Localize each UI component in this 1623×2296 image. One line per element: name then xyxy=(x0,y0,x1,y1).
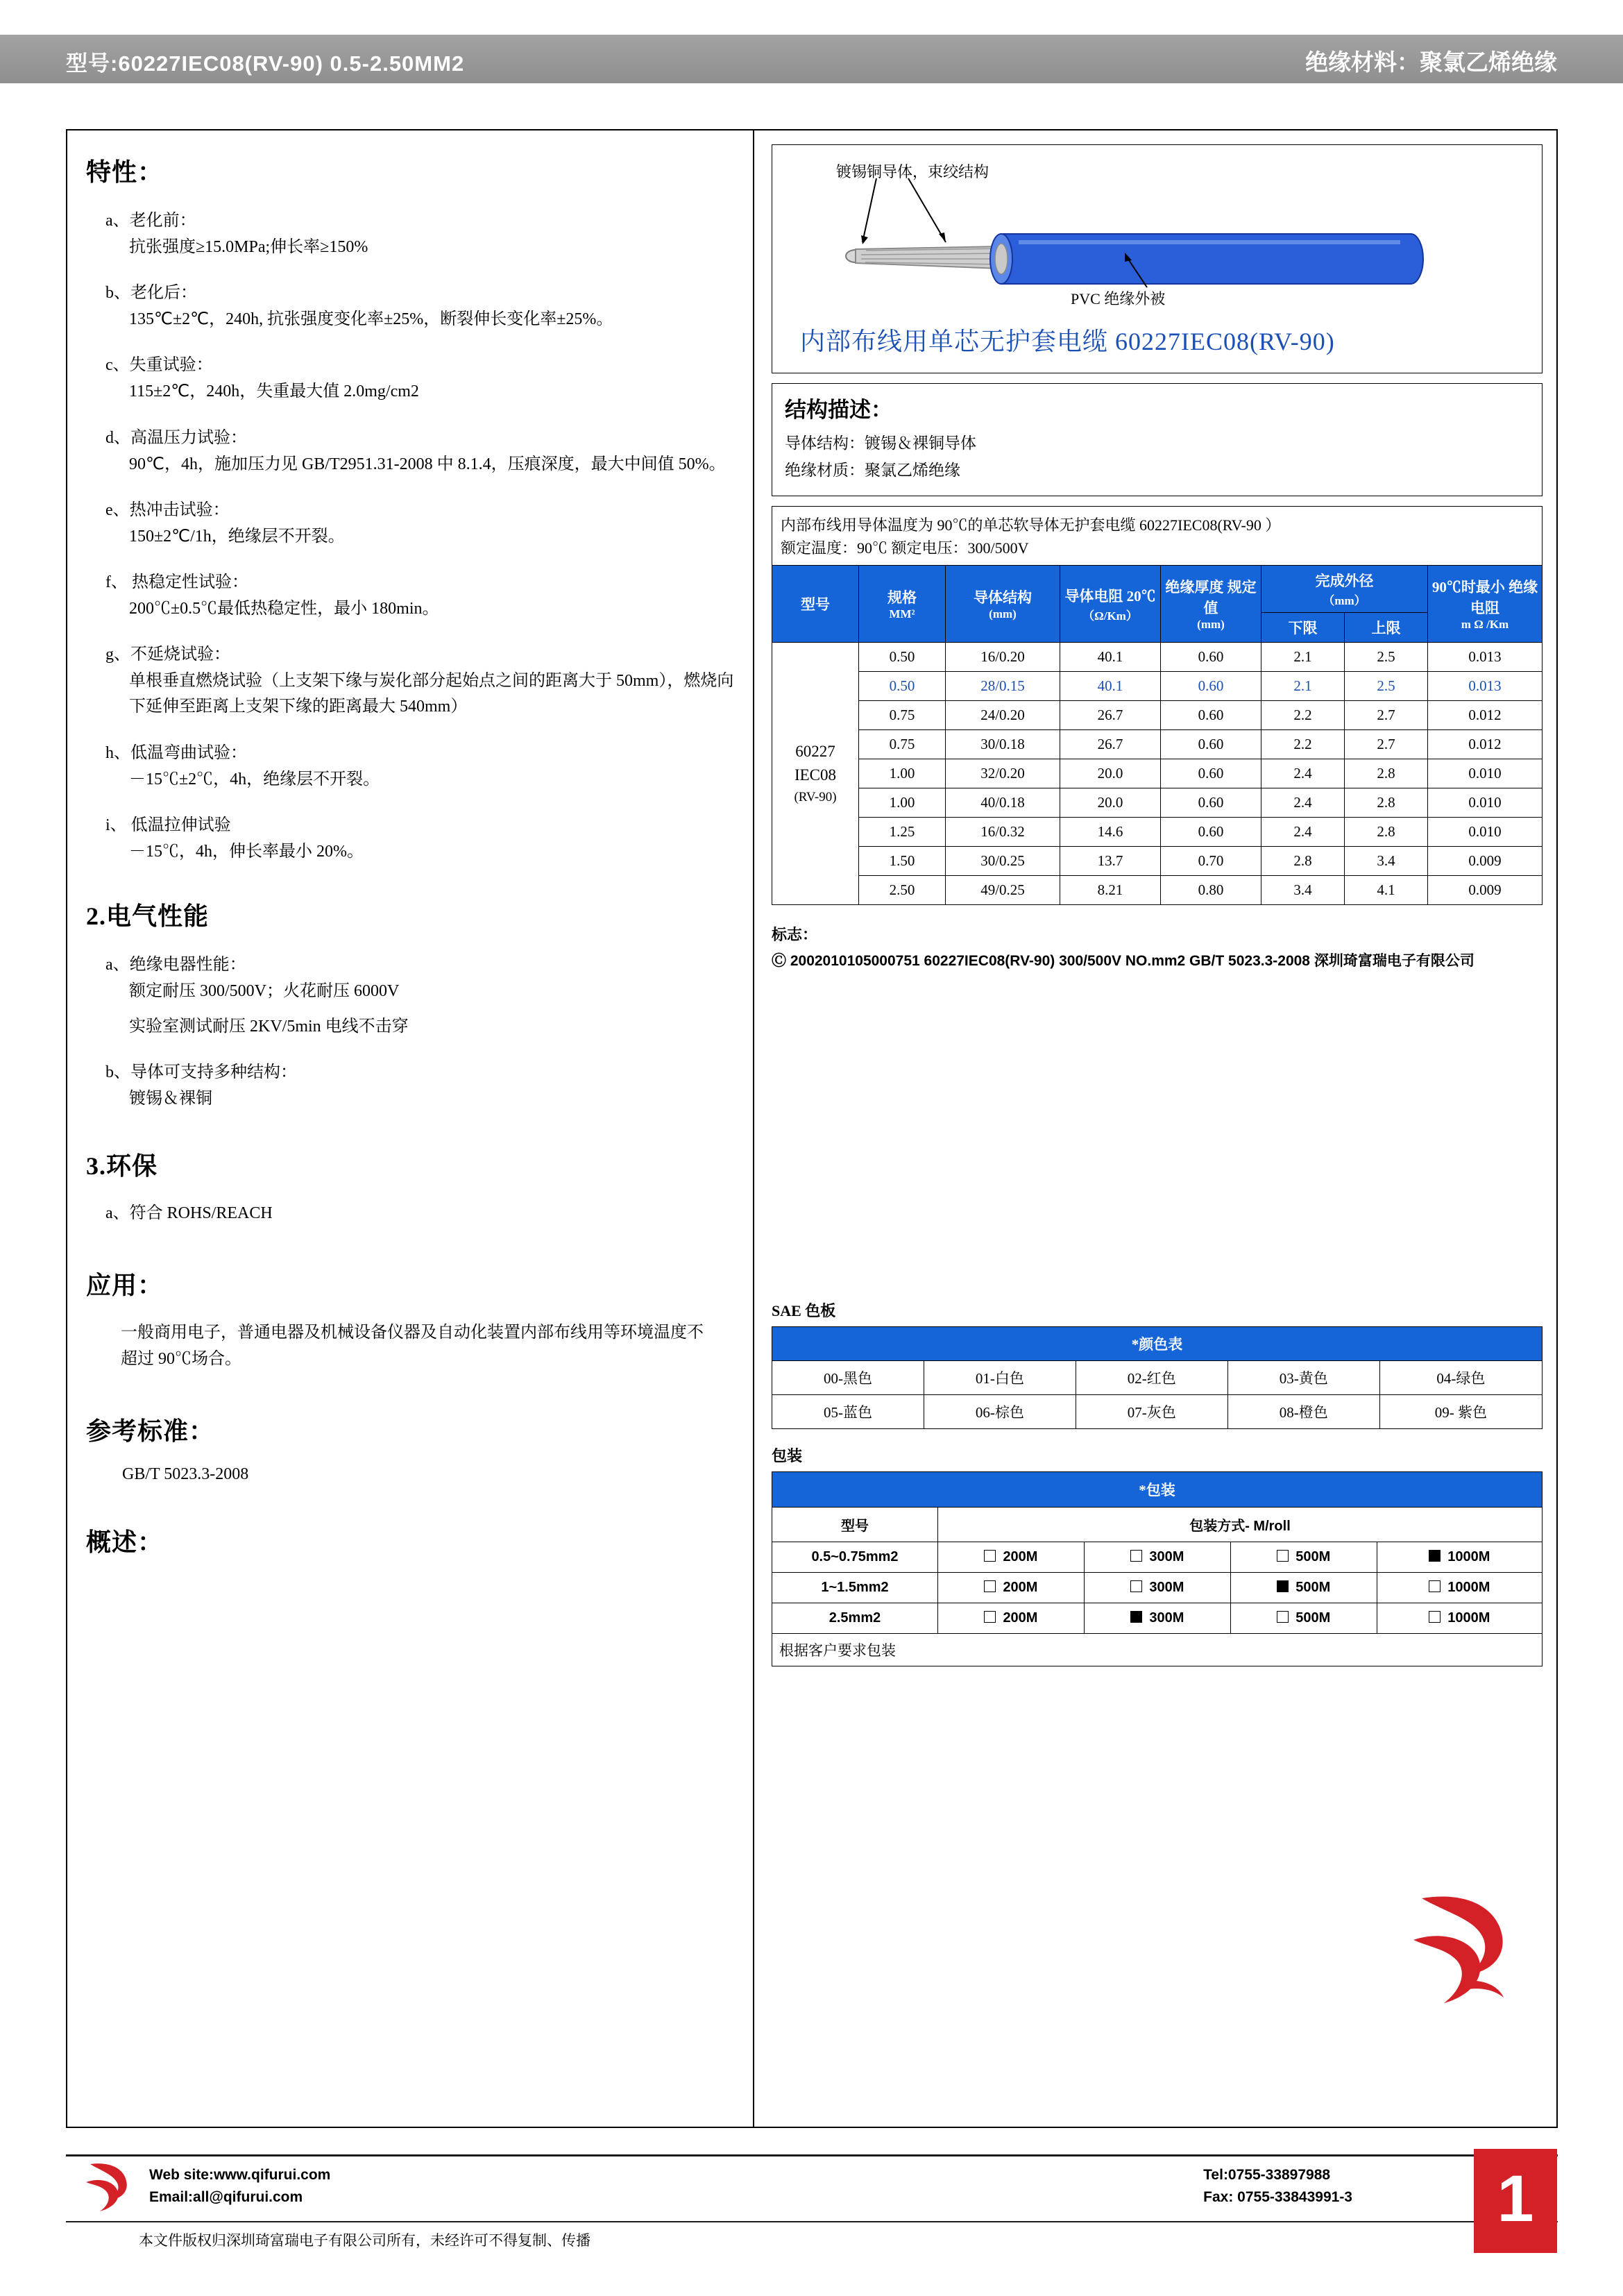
cell-resistance: 40.1 xyxy=(1060,672,1161,701)
cable-jacket-label: PVC 绝缘外被 xyxy=(1071,290,1166,307)
column-divider xyxy=(753,129,754,2128)
feature-item xyxy=(86,568,736,622)
feature-text: 单根垂直燃烧试验（上支架下缘与炭化部分起始点之间的距离大于 50mm），燃烧向下延伸至距离上支架下缘的距离最大 540mm） xyxy=(129,672,734,716)
feature-item xyxy=(86,738,736,793)
description-line-1: 内部布线用导体温度为 90℃的单芯软导体无护套电缆 60227IEC08(RV-90 ） xyxy=(781,516,1281,534)
cable-diagram-box xyxy=(772,144,1543,373)
footer-tel: Tel:0755-33897988 xyxy=(1203,2167,1331,2183)
packaging-table xyxy=(772,1471,1543,1634)
packaging-option[interactable] xyxy=(938,1542,1085,1572)
table-row xyxy=(772,701,1543,730)
table-row xyxy=(772,818,1543,847)
header-model-title: 型号:60227IEC08(RV-90) 0.5-2.50MM2 xyxy=(66,51,465,76)
structure-row: 绝缘材质：聚氯乙烯绝缘 xyxy=(785,462,960,479)
cell-resistance: 40.1 xyxy=(1060,643,1161,672)
checkbox-icon[interactable] xyxy=(1277,1611,1289,1623)
checkbox-icon[interactable] xyxy=(984,1611,996,1623)
specification-table xyxy=(772,565,1543,905)
checkbox-icon[interactable] xyxy=(984,1550,996,1562)
footer-email[interactable]: Email:all@qifurui.com xyxy=(149,2188,303,2205)
cell-resistance: 20.0 xyxy=(1060,759,1161,788)
packaging-option[interactable] xyxy=(1230,1572,1377,1603)
company-logo-footer xyxy=(76,2157,139,2213)
feature-item xyxy=(86,640,736,720)
electrical-title: 2.电气性能 xyxy=(86,902,210,930)
packaging-model: 0.5~0.75mm2 xyxy=(772,1542,938,1572)
color-cell: 05-蓝色 xyxy=(772,1394,924,1428)
th-outer-min: 下限 xyxy=(1261,613,1345,643)
th-resistance xyxy=(1060,566,1161,643)
cell-conductor: 16/0.32 xyxy=(946,818,1060,847)
cell-thickness: 0.60 xyxy=(1161,730,1261,759)
structure-title: 结构描述： xyxy=(785,398,892,422)
cell-outer-max: 2.7 xyxy=(1345,701,1428,730)
description-box xyxy=(772,506,1543,565)
packaging-option-label: 300M xyxy=(1149,1610,1184,1626)
color-cell: 07-灰色 xyxy=(1076,1394,1227,1428)
th-resistance-main: 导体电阻 20℃ xyxy=(1064,587,1156,605)
packaging-option-label: 1000M xyxy=(1447,1579,1490,1595)
packaging-option-label: 500M xyxy=(1295,1548,1331,1564)
packaging-row xyxy=(772,1542,1543,1572)
cell-outer-min: 2.4 xyxy=(1261,759,1345,788)
cell-resistance: 8.21 xyxy=(1060,876,1161,905)
cell-conductor: 30/0.25 xyxy=(946,847,1060,876)
feature-text: 115±2℃，240h，失重最大值 2.0mg/cm2 xyxy=(129,382,419,401)
checkbox-icon-checked[interactable] xyxy=(1429,1550,1441,1562)
structure-box xyxy=(772,383,1543,496)
cell-outer-max: 2.7 xyxy=(1345,730,1428,759)
th-insulation-sub: m Ω /Km xyxy=(1461,618,1509,631)
color-table-title: *颜色表 xyxy=(772,1326,1543,1360)
cell-insulation: 0.009 xyxy=(1428,876,1543,905)
color-table xyxy=(772,1326,1543,1429)
electrical-text: 实验室测试耐压 2KV/5min 电线不击穿 xyxy=(129,1018,409,1036)
th-conductor-main: 导体结构 xyxy=(974,589,1032,606)
packaging-model: 1~1.5mm2 xyxy=(772,1572,938,1603)
packaging-option[interactable] xyxy=(1377,1572,1542,1603)
checkbox-icon[interactable] xyxy=(1277,1550,1289,1562)
cell-outer-min: 2.1 xyxy=(1261,672,1345,701)
cell-conductor: 32/0.20 xyxy=(946,759,1060,788)
table-row xyxy=(772,672,1543,701)
packaging-option[interactable] xyxy=(1230,1603,1377,1633)
cell-outer-min: 2.4 xyxy=(1261,818,1345,847)
cell-thickness: 0.60 xyxy=(1161,643,1261,672)
table-row xyxy=(772,876,1543,905)
cell-outer-min: 2.2 xyxy=(1261,701,1345,730)
structure-row: 导体结构：镀锡＆裸铜导体 xyxy=(785,434,976,452)
cell-outer-max: 2.5 xyxy=(1345,643,1428,672)
left-column xyxy=(69,136,749,1576)
color-cell: 01-白色 xyxy=(924,1360,1076,1394)
table-row xyxy=(772,730,1543,759)
footer-fax: Fax: 0755-33843991-3 xyxy=(1203,2188,1352,2205)
packaging-col-model: 型号 xyxy=(772,1507,938,1542)
footer-rule-bottom xyxy=(66,2221,1558,2222)
color-cell: 06-棕色 xyxy=(924,1394,1076,1428)
packaging-option-label: 200M xyxy=(1003,1548,1038,1564)
electrical-label: b、导体可支持多种结构： xyxy=(105,1063,297,1082)
th-insulation xyxy=(1428,566,1543,643)
cell-spec: 0.75 xyxy=(859,701,946,730)
cell-outer-min: 2.1 xyxy=(1261,643,1345,672)
th-outer-max: 上限 xyxy=(1345,613,1428,643)
feature-text: 200℃±0.5℃最低热稳定性，最小 180min。 xyxy=(129,599,439,618)
electrical-text: 镀锡＆裸铜 xyxy=(129,1090,212,1108)
footer-rule-top xyxy=(66,2154,1558,2156)
packaging-option[interactable] xyxy=(938,1572,1085,1603)
cell-conductor: 24/0.20 xyxy=(946,701,1060,730)
feature-label: c、失重试验： xyxy=(105,356,213,375)
footer-copyright: 本文件版权归深圳琦富瑞电子有限公司所有，未经许可不得复制、传播 xyxy=(139,2232,590,2249)
feature-label: i、 低温拉伸试验 xyxy=(105,816,231,834)
color-cell: 02-红色 xyxy=(1076,1360,1227,1394)
cell-spec: 2.50 xyxy=(859,876,946,905)
th-spec-main: 规格 xyxy=(887,589,917,606)
packaging-option[interactable] xyxy=(938,1603,1085,1633)
checkbox-icon-checked[interactable] xyxy=(1130,1611,1142,1623)
cell-insulation: 0.013 xyxy=(1428,643,1543,672)
feature-text: －15℃±2℃，4h，绝缘层不开裂。 xyxy=(129,770,380,788)
cell-thickness: 0.60 xyxy=(1161,672,1261,701)
th-resistance-sub: （Ω/Km） xyxy=(1082,609,1138,623)
packaging-option-label: 300M xyxy=(1149,1548,1184,1564)
feature-text: 抗张强度≥15.0MPa;伸长率≥150% xyxy=(129,238,368,256)
cell-insulation: 0.010 xyxy=(1428,788,1543,818)
cell-insulation: 0.010 xyxy=(1428,759,1543,788)
cell-thickness: 0.70 xyxy=(1161,847,1261,876)
electrical-item xyxy=(86,1058,736,1112)
cell-resistance: 20.0 xyxy=(1060,788,1161,818)
packaging-option-label: 200M xyxy=(1003,1579,1038,1595)
packaging-row xyxy=(772,1572,1543,1603)
color-row xyxy=(772,1394,1543,1428)
cell-insulation: 0.013 xyxy=(1428,672,1543,701)
packaging-option[interactable] xyxy=(1377,1603,1542,1633)
cell-resistance: 26.7 xyxy=(1060,730,1161,759)
table-row xyxy=(772,847,1543,876)
marking-text: Ⓒ 2002010105000751 60227IEC08(RV-90) 300/500V NO.mm2 GB/T 5023.3-2008 深圳琦富瑞电子有限公司 xyxy=(772,953,1475,969)
cell-conductor: 40/0.18 xyxy=(946,788,1060,818)
feature-text: 90℃，4h，施加压力见 GB/T2951.31-2008 中 8.1.4，压痕深度，最大中间值 50%。 xyxy=(129,455,726,473)
th-thickness-main: 绝缘厚度 规定值 xyxy=(1165,579,1257,616)
color-cell: 00-黑色 xyxy=(772,1360,924,1394)
model-line-2: IEC08 xyxy=(794,766,837,784)
packaging-option-label: 200M xyxy=(1003,1610,1038,1626)
footer-contact-left xyxy=(149,2164,330,2208)
th-thickness-sub: (mm) xyxy=(1197,618,1225,631)
cell-outer-min: 3.4 xyxy=(1261,876,1345,905)
model-line-3: (RV-90) xyxy=(794,789,837,804)
cell-resistance: 26.7 xyxy=(1060,701,1161,730)
checkbox-icon[interactable] xyxy=(1130,1550,1142,1562)
feature-label: e、热冲击试验： xyxy=(105,500,230,519)
cell-outer-max: 2.8 xyxy=(1345,818,1428,847)
cell-outer-max: 3.4 xyxy=(1345,847,1428,876)
page-header xyxy=(0,35,1623,83)
marking-title: 标志： xyxy=(772,926,818,943)
cell-conductor: 49/0.25 xyxy=(946,876,1060,905)
page-number: 1 xyxy=(1474,2149,1557,2253)
color-cell: 03-黄色 xyxy=(1227,1360,1379,1394)
packaging-col-method: 包装方式- M/roll xyxy=(938,1507,1543,1542)
packaging-option-label: 300M xyxy=(1149,1579,1184,1595)
feature-item xyxy=(86,206,736,260)
model-line-1: 60227 xyxy=(795,742,835,760)
cell-spec: 0.75 xyxy=(859,730,946,759)
th-spec xyxy=(859,566,946,643)
packaging-row xyxy=(772,1603,1543,1633)
packaging-table-title: *包装 xyxy=(772,1471,1543,1507)
cell-thickness: 0.60 xyxy=(1161,759,1261,788)
color-table-header-row xyxy=(772,1326,1543,1360)
feature-label: h、低温弯曲试验： xyxy=(105,743,247,762)
feature-label: a、老化前： xyxy=(105,212,196,230)
cell-resistance: 13.7 xyxy=(1060,847,1161,876)
packaging-option[interactable] xyxy=(1084,1572,1230,1603)
feature-text: －15℃，4h，伸长率最小 20%。 xyxy=(129,842,364,861)
right-column xyxy=(756,132,1558,1666)
application-title: 应用： xyxy=(86,1271,164,1299)
th-insulation-main: 90℃时最小 绝缘电阻 xyxy=(1431,579,1538,616)
packaging-option[interactable] xyxy=(1230,1542,1377,1572)
feature-item xyxy=(86,423,736,478)
packaging-option-label: 500M xyxy=(1295,1579,1331,1595)
cell-outer-max: 2.8 xyxy=(1345,759,1428,788)
cell-thickness: 0.60 xyxy=(1161,818,1261,847)
header-material-title: 绝缘材料：聚氯乙烯绝缘 xyxy=(1305,49,1557,75)
footer-contact-right xyxy=(1203,2164,1352,2208)
environment-item: a、符合 ROHS/REACH xyxy=(105,1204,273,1223)
color-cell: 09- 紫色 xyxy=(1379,1394,1542,1428)
packaging-option-label: 500M xyxy=(1295,1610,1331,1626)
feature-label: f、 热稳定性试验： xyxy=(105,573,248,591)
th-outer-main: 完成外径 xyxy=(1315,573,1374,589)
cable-conductor-label: 镀锡铜导体，束绞结构 xyxy=(836,163,989,180)
cell-conductor: 16/0.20 xyxy=(946,643,1060,672)
cell-thickness: 0.80 xyxy=(1161,876,1261,905)
checkbox-icon[interactable] xyxy=(1429,1580,1441,1592)
cell-insulation: 0.012 xyxy=(1428,701,1543,730)
feature-item xyxy=(86,496,736,550)
cell-resistance: 14.6 xyxy=(1060,818,1161,847)
th-conductor-sub: (mm) xyxy=(989,607,1017,621)
cell-outer-min: 2.8 xyxy=(1261,847,1345,876)
th-spec-sub: MM² xyxy=(889,607,915,621)
marking-section xyxy=(772,923,1543,973)
feature-label: g、不延烧试验： xyxy=(105,645,230,664)
checkbox-icon[interactable] xyxy=(1130,1580,1142,1592)
sae-title: SAE 色板 xyxy=(772,1301,836,1319)
cell-conductor: 28/0.15 xyxy=(946,672,1060,701)
application-text: 一般商用电子，普通电器及机械设备仪器及自动化装置内部布线用等环境温度不超过 90℃场合。 xyxy=(121,1323,704,1369)
company-logo-large xyxy=(1380,1874,1540,2034)
reference-title: 参考标准： xyxy=(86,1417,215,1445)
cell-outer-min: 2.4 xyxy=(1261,788,1345,818)
cell-spec: 0.50 xyxy=(859,672,946,701)
packaging-option-label: 1000M xyxy=(1447,1548,1490,1564)
checkbox-icon[interactable] xyxy=(984,1580,996,1592)
packaging-model: 2.5mm2 xyxy=(772,1603,938,1633)
cell-spec: 0.50 xyxy=(859,643,946,672)
packaging-note: 根据客户要求包装 xyxy=(772,1634,1543,1666)
feature-item xyxy=(86,811,736,865)
color-row xyxy=(772,1360,1543,1394)
feature-label: b、老化后： xyxy=(105,284,197,303)
cell-conductor: 30/0.18 xyxy=(946,730,1060,759)
cable-title: 内部布线用单芯无护套电缆 60227IEC08(RV-90) xyxy=(800,328,1335,355)
packaging-option[interactable] xyxy=(1377,1542,1542,1572)
th-outer-sub: （mm） xyxy=(1323,594,1366,607)
cell-outer-max: 2.5 xyxy=(1345,672,1428,701)
checkbox-icon[interactable] xyxy=(1429,1611,1441,1623)
cell-spec: 1.50 xyxy=(859,847,946,876)
electrical-label: a、绝缘电器性能： xyxy=(105,955,246,974)
cell-outer-max: 4.1 xyxy=(1345,876,1428,905)
th-model: 型号 xyxy=(772,566,859,643)
packaging-option[interactable] xyxy=(1084,1603,1230,1633)
table-row xyxy=(772,759,1543,788)
table-row xyxy=(772,788,1543,818)
cell-model-name xyxy=(772,643,859,905)
feature-item xyxy=(86,351,736,405)
packaging-option-label: 1000M xyxy=(1447,1610,1490,1626)
electrical-text: 额定耐压 300/500V；火花耐压 6000V xyxy=(129,981,400,1000)
overview-title: 概述： xyxy=(86,1528,164,1556)
electrical-item xyxy=(86,950,736,1040)
packaging-subheader-row xyxy=(772,1507,1543,1542)
features-title: 特性： xyxy=(86,158,164,186)
feature-label: d、高温压力试验： xyxy=(105,428,247,447)
packaging-option[interactable] xyxy=(1084,1542,1230,1572)
cell-insulation: 0.010 xyxy=(1428,818,1543,847)
feature-item xyxy=(86,278,736,332)
footer-website[interactable]: Web site:www.qifurui.com xyxy=(149,2167,331,2183)
cell-outer-min: 2.2 xyxy=(1261,730,1345,759)
environment-title: 3.环保 xyxy=(86,1152,158,1181)
packaging-header-row xyxy=(772,1471,1543,1507)
cell-spec: 1.00 xyxy=(859,759,946,788)
feature-text: 150±2℃/1h，绝缘层不开裂。 xyxy=(129,527,345,546)
cell-insulation: 0.012 xyxy=(1428,730,1543,759)
th-conductor xyxy=(946,566,1060,643)
packaging-title: 包装 xyxy=(772,1446,803,1464)
cell-thickness: 0.60 xyxy=(1161,788,1261,818)
cell-outer-max: 2.8 xyxy=(1345,788,1428,818)
color-cell: 04-绿色 xyxy=(1379,1360,1542,1394)
th-outer xyxy=(1261,566,1428,613)
feature-text: 135℃±2℃，240h, 抗张强度变化率±25%，断裂伸长变化率±25%。 xyxy=(129,310,613,329)
cell-thickness: 0.60 xyxy=(1161,701,1261,730)
reference-text: GB/T 5023.3-2008 xyxy=(122,1464,249,1483)
checkbox-icon-checked[interactable] xyxy=(1277,1580,1289,1592)
description-line-2: 额定温度：90℃ 额定电压：300/500V xyxy=(781,539,1029,557)
color-cell: 08-橙色 xyxy=(1227,1394,1379,1428)
cell-spec: 1.00 xyxy=(859,788,946,818)
th-thickness xyxy=(1161,566,1261,643)
cell-spec: 1.25 xyxy=(859,818,946,847)
table-header-row xyxy=(772,566,1543,613)
cell-insulation: 0.009 xyxy=(1428,847,1543,876)
table-row xyxy=(772,643,1543,672)
